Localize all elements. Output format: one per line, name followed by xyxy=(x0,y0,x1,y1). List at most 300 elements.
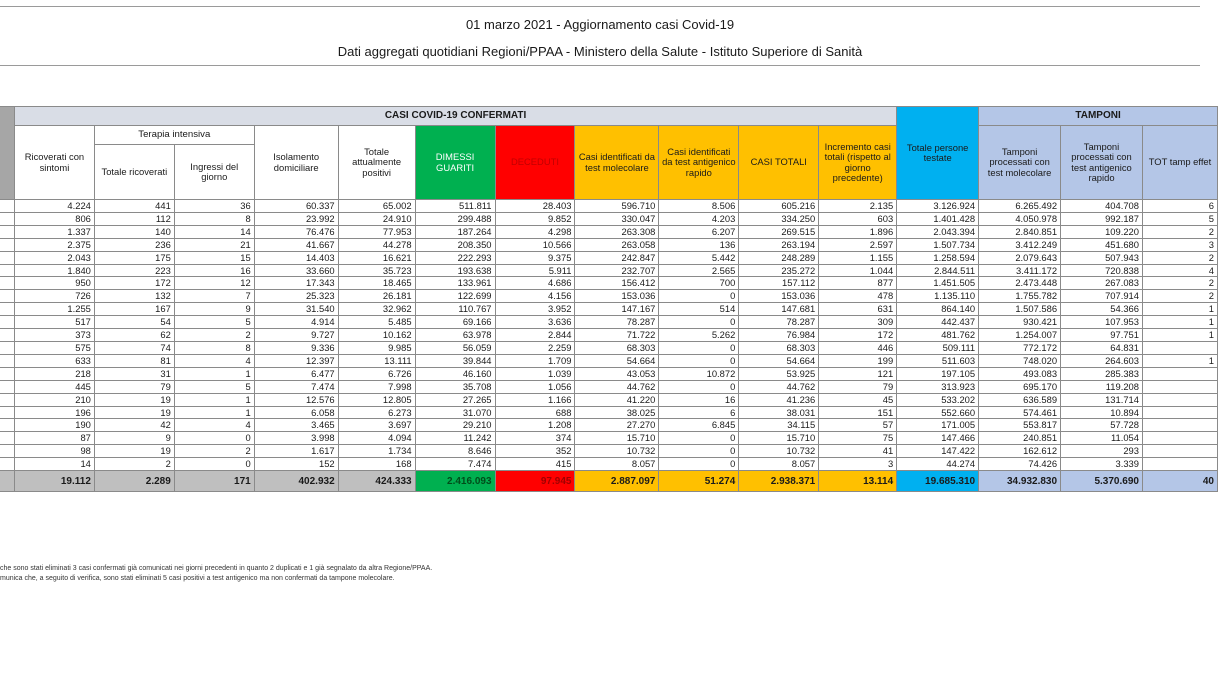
table-cell: 54 xyxy=(94,316,174,329)
table-cell: 172 xyxy=(94,277,174,290)
table-cell: 3.339 xyxy=(1061,458,1143,471)
table-cell: 222.293 xyxy=(415,251,495,264)
table-cell: 3.411.172 xyxy=(979,264,1061,277)
table-cell: 5.485 xyxy=(338,316,415,329)
table-cell: 62 xyxy=(94,329,174,342)
table-cell: 12 xyxy=(174,277,254,290)
region-column-header xyxy=(0,107,14,200)
total-cell: 402.932 xyxy=(254,471,338,492)
table-cell: 864.140 xyxy=(897,303,979,316)
total-cell: 424.333 xyxy=(338,471,415,492)
table-cell: 19 xyxy=(94,445,174,458)
region-cell xyxy=(0,354,14,367)
table-row xyxy=(0,432,1218,445)
table-cell: 3.126.924 xyxy=(897,200,979,213)
table-cell: 352 xyxy=(495,445,575,458)
table-cell: 45 xyxy=(819,393,897,406)
table-cell: 1 xyxy=(174,367,254,380)
col-header-tamponi-antigenico: Tamponi processati con test antigenico rapido xyxy=(1061,126,1143,200)
table-cell: 196 xyxy=(14,406,94,419)
table-cell: 1.039 xyxy=(495,367,575,380)
region-cell xyxy=(0,380,14,393)
table-cell: 4 xyxy=(174,419,254,432)
table-cell: 35.708 xyxy=(415,380,495,393)
table-cell: 17.343 xyxy=(254,277,338,290)
table-cell: 193.638 xyxy=(415,264,495,277)
table-cell: 147.466 xyxy=(897,432,979,445)
table-cell: 374 xyxy=(495,432,575,445)
table-cell xyxy=(1142,341,1217,354)
table-cell: 10.732 xyxy=(575,445,659,458)
table-cell: 688 xyxy=(495,406,575,419)
table-cell: 1 xyxy=(174,393,254,406)
table-cell: 147.422 xyxy=(897,445,979,458)
table-cell: 5.442 xyxy=(659,251,739,264)
table-row xyxy=(0,341,1218,354)
table-cell: 263.194 xyxy=(739,238,819,251)
table-cell: 507.943 xyxy=(1061,251,1143,264)
table-row xyxy=(0,212,1218,225)
table-cell: 1.840 xyxy=(14,264,94,277)
table-cell: 44.274 xyxy=(897,458,979,471)
table-cell: 31.540 xyxy=(254,303,338,316)
table-cell: 248.289 xyxy=(739,251,819,264)
table-cell: 57 xyxy=(819,419,897,432)
table-cell: 0 xyxy=(659,316,739,329)
table-cell: 131.714 xyxy=(1061,393,1143,406)
table-cell: 10.894 xyxy=(1061,406,1143,419)
table-cell: 133.961 xyxy=(415,277,495,290)
table-cell: 1.258.594 xyxy=(897,251,979,264)
table-cell: 3.465 xyxy=(254,419,338,432)
table-cell: 71.722 xyxy=(575,329,659,342)
table-cell xyxy=(1142,367,1217,380)
table-cell: 8.506 xyxy=(659,200,739,213)
table-cell: 5.262 xyxy=(659,329,739,342)
table-cell: 8.057 xyxy=(575,458,659,471)
table-cell: 8 xyxy=(174,341,254,354)
table-cell: 0 xyxy=(659,354,739,367)
total-cell: 19.685.310 xyxy=(897,471,979,492)
table-cell: 0 xyxy=(659,290,739,303)
table-cell: 1 xyxy=(1142,316,1217,329)
table-cell: 107.953 xyxy=(1061,316,1143,329)
col-header-incremento: Incremento casi totali (rispetto al giorno precedente) xyxy=(819,126,897,200)
tamponi-banner: TAMPONI xyxy=(979,107,1218,126)
table-cell: 63.978 xyxy=(415,329,495,342)
table-cell: 41.236 xyxy=(739,393,819,406)
table-row xyxy=(0,406,1218,419)
table-cell: 517 xyxy=(14,316,94,329)
table-cell: 167 xyxy=(94,303,174,316)
table-cell: 0 xyxy=(174,458,254,471)
col-header-antigenico: Casi identificati da test antigenico rapido xyxy=(659,126,739,200)
table-cell: 511.811 xyxy=(415,200,495,213)
table-row xyxy=(0,380,1218,393)
table-cell: 10.732 xyxy=(739,445,819,458)
table-row xyxy=(0,419,1218,432)
table-cell: 46.160 xyxy=(415,367,495,380)
table-cell: 575 xyxy=(14,341,94,354)
table-cell: 2.844 xyxy=(495,329,575,342)
col-header-deceduti: DECEDUTI xyxy=(495,126,575,200)
table-cell xyxy=(1142,432,1217,445)
report-title: 01 marzo 2021 - Aggiornamento casi Covid-19 xyxy=(465,17,735,32)
table-cell: 26.181 xyxy=(338,290,415,303)
region-cell xyxy=(0,393,14,406)
table-row xyxy=(0,200,1218,213)
table-cell: 35.723 xyxy=(338,264,415,277)
table-row xyxy=(0,238,1218,251)
table-cell: 153.036 xyxy=(739,290,819,303)
table-cell: 122.699 xyxy=(415,290,495,303)
table-cell: 28.403 xyxy=(495,200,575,213)
table-row xyxy=(0,393,1218,406)
col-header-positivi: Totale attualmente positivi xyxy=(338,126,415,200)
table-cell: 636.589 xyxy=(979,393,1061,406)
table-cell: 772.172 xyxy=(979,341,1061,354)
table-row xyxy=(0,225,1218,238)
table-cell: 14 xyxy=(14,458,94,471)
table-cell: 136 xyxy=(659,238,739,251)
total-cell: 51.274 xyxy=(659,471,739,492)
table-cell: 199 xyxy=(819,354,897,367)
table-cell: 7 xyxy=(174,290,254,303)
table-cell: 9.985 xyxy=(338,341,415,354)
table-cell: 13.111 xyxy=(338,354,415,367)
table-cell: 190 xyxy=(14,419,94,432)
table-cell: 0 xyxy=(659,432,739,445)
table-cell: 2.597 xyxy=(819,238,897,251)
table-cell: 6.265.492 xyxy=(979,200,1061,213)
col-header-tamponi-totali: TOT tamp effet xyxy=(1142,126,1217,200)
table-cell: 81 xyxy=(94,354,174,367)
table-cell: 15 xyxy=(174,251,254,264)
table-cell: 242.847 xyxy=(575,251,659,264)
table-cell: 373 xyxy=(14,329,94,342)
table-cell: 75 xyxy=(819,432,897,445)
table-cell: 12.805 xyxy=(338,393,415,406)
table-cell: 707.914 xyxy=(1061,290,1143,303)
table-cell: 2.565 xyxy=(659,264,739,277)
table-cell: 748.020 xyxy=(979,354,1061,367)
table-cell: 132 xyxy=(94,290,174,303)
table-cell: 511.603 xyxy=(897,354,979,367)
table-cell: 54.366 xyxy=(1061,303,1143,316)
table-cell: 223 xyxy=(94,264,174,277)
table-cell: 6.273 xyxy=(338,406,415,419)
table-body xyxy=(0,200,1218,471)
table-cell: 151 xyxy=(819,406,897,419)
table-cell: 2.079.643 xyxy=(979,251,1061,264)
table-cell: 2.375 xyxy=(14,238,94,251)
region-cell xyxy=(0,316,14,329)
table-cell: 8.057 xyxy=(739,458,819,471)
footnote-1: che sono stati eliminati 3 casi confermati già comunicati nei giorni precedenti in quanto 2 duplicati e 1 già segnalato da altra Regione/PPAA. xyxy=(0,565,433,572)
table-cell: 10.162 xyxy=(338,329,415,342)
table-cell xyxy=(1142,419,1217,432)
table-cell: 4 xyxy=(174,354,254,367)
region-cell xyxy=(0,341,14,354)
table-cell: 2.043 xyxy=(14,251,94,264)
region-cell xyxy=(0,432,14,445)
table-cell: 38.025 xyxy=(575,406,659,419)
table-cell: 147.167 xyxy=(575,303,659,316)
table-cell: 68.303 xyxy=(739,341,819,354)
table-cell: 39.844 xyxy=(415,354,495,367)
table-cell: 9.375 xyxy=(495,251,575,264)
table-cell: 9.852 xyxy=(495,212,575,225)
table-row xyxy=(0,445,1218,458)
table-cell: 33.660 xyxy=(254,264,338,277)
table-cell: 4.050.978 xyxy=(979,212,1061,225)
table-cell: 992.187 xyxy=(1061,212,1143,225)
totals-label-cell xyxy=(0,471,14,492)
table-cell: 6.058 xyxy=(254,406,338,419)
table-cell: 0 xyxy=(659,341,739,354)
casi-confermati-banner: CASI COVID-19 CONFERMATI xyxy=(14,107,896,126)
table-cell: 156.412 xyxy=(575,277,659,290)
table-cell: 9.727 xyxy=(254,329,338,342)
table-cell: 24.910 xyxy=(338,212,415,225)
table-cell: 53.925 xyxy=(739,367,819,380)
table-cell: 11.242 xyxy=(415,432,495,445)
table-cell: 187.264 xyxy=(415,225,495,238)
table-cell: 481.762 xyxy=(897,329,979,342)
table-cell: 44.278 xyxy=(338,238,415,251)
table-cell: 1.617 xyxy=(254,445,338,458)
table-cell: 309 xyxy=(819,316,897,329)
table-cell xyxy=(1142,380,1217,393)
table-cell: 2.043.394 xyxy=(897,225,979,238)
table-cell: 78.287 xyxy=(739,316,819,329)
table-cell: 153.036 xyxy=(575,290,659,303)
table-cell: 23.992 xyxy=(254,212,338,225)
table-cell: 3.952 xyxy=(495,303,575,316)
total-cell: 5.370.690 xyxy=(1061,471,1143,492)
table-row xyxy=(0,367,1218,380)
table-cell: 2 xyxy=(1142,251,1217,264)
table-cell: 446 xyxy=(819,341,897,354)
table-cell: 235.272 xyxy=(739,264,819,277)
table-cell: 2.840.851 xyxy=(979,225,1061,238)
table-cell: 121 xyxy=(819,367,897,380)
table-cell: 9 xyxy=(174,303,254,316)
region-cell xyxy=(0,303,14,316)
table-cell: 31.070 xyxy=(415,406,495,419)
table-cell: 31 xyxy=(94,367,174,380)
table-cell xyxy=(1142,458,1217,471)
table-cell: 574.461 xyxy=(979,406,1061,419)
table-cell: 197.105 xyxy=(897,367,979,380)
table-cell: 6.845 xyxy=(659,419,739,432)
table-cell: 77.953 xyxy=(338,225,415,238)
table-cell: 6 xyxy=(659,406,739,419)
region-cell xyxy=(0,445,14,458)
total-cell: 40 xyxy=(1142,471,1217,492)
table-cell: 334.250 xyxy=(739,212,819,225)
table-cell: 4.686 xyxy=(495,277,575,290)
table-row xyxy=(0,290,1218,303)
table-cell: 3 xyxy=(819,458,897,471)
table-cell: 605.216 xyxy=(739,200,819,213)
report-subtitle: Dati aggregati quotidiani Regioni/PPAA - Ministero della Salute - Istituto Superiore di Sanità xyxy=(337,44,863,59)
region-cell xyxy=(0,290,14,303)
table-cell: 140 xyxy=(94,225,174,238)
table-row xyxy=(0,251,1218,264)
table-cell: 1.507.734 xyxy=(897,238,979,251)
table-cell: 299.488 xyxy=(415,212,495,225)
table-cell: 68.303 xyxy=(575,341,659,354)
table-cell: 5 xyxy=(174,316,254,329)
table-cell: 27.270 xyxy=(575,419,659,432)
table-cell: 7.998 xyxy=(338,380,415,393)
table-cell: 14.403 xyxy=(254,251,338,264)
table-row xyxy=(0,264,1218,277)
table-cell: 147.681 xyxy=(739,303,819,316)
table-cell: 930.421 xyxy=(979,316,1061,329)
table-cell: 0 xyxy=(174,432,254,445)
table-cell: 0 xyxy=(659,458,739,471)
table-cell: 5 xyxy=(174,380,254,393)
region-cell xyxy=(0,406,14,419)
table-cell: 171.005 xyxy=(897,419,979,432)
table-cell: 1.755.782 xyxy=(979,290,1061,303)
region-cell xyxy=(0,367,14,380)
table-cell: 2.844.511 xyxy=(897,264,979,277)
table-cell: 1.135.110 xyxy=(897,290,979,303)
table-cell: 6 xyxy=(1142,200,1217,213)
table-cell: 240.851 xyxy=(979,432,1061,445)
report-header xyxy=(0,6,1200,66)
table-cell: 726 xyxy=(14,290,94,303)
table-cell: 36 xyxy=(174,200,254,213)
table-cell: 4.094 xyxy=(338,432,415,445)
table-cell: 97.751 xyxy=(1061,329,1143,342)
table-cell: 4.224 xyxy=(14,200,94,213)
table-cell: 1.166 xyxy=(495,393,575,406)
table-cell: 9 xyxy=(94,432,174,445)
table-cell: 98 xyxy=(14,445,94,458)
table-cell: 15.710 xyxy=(739,432,819,445)
table-cell: 1.155 xyxy=(819,251,897,264)
table-cell: 5 xyxy=(1142,212,1217,225)
table-cell: 69.166 xyxy=(415,316,495,329)
table-cell: 533.202 xyxy=(897,393,979,406)
table-cell: 1 xyxy=(1142,329,1217,342)
table-cell: 76.984 xyxy=(739,329,819,342)
terapia-intensiva-group-header: Terapia intensiva xyxy=(94,126,254,145)
table-cell: 313.923 xyxy=(897,380,979,393)
table-cell: 109.220 xyxy=(1061,225,1143,238)
table-cell: 3.998 xyxy=(254,432,338,445)
col-header-persone-testate: Totale persone testate xyxy=(897,107,979,200)
table-cell: 1.401.428 xyxy=(897,212,979,225)
table-cell: 603 xyxy=(819,212,897,225)
table-cell: 60.337 xyxy=(254,200,338,213)
table-cell: 172 xyxy=(819,329,897,342)
col-header-ti-ingressi: Ingressi del giorno xyxy=(174,145,254,200)
table-cell: 6.207 xyxy=(659,225,739,238)
total-cell: 2.289 xyxy=(94,471,174,492)
region-cell xyxy=(0,419,14,432)
table-cell: 514 xyxy=(659,303,739,316)
table-cell: 29.210 xyxy=(415,419,495,432)
table-cell: 112 xyxy=(94,212,174,225)
table-cell: 633 xyxy=(14,354,94,367)
table-cell: 1.507.586 xyxy=(979,303,1061,316)
table-cell: 553.817 xyxy=(979,419,1061,432)
table-cell: 162.612 xyxy=(979,445,1061,458)
table-cell: 41 xyxy=(819,445,897,458)
table-cell: 34.115 xyxy=(739,419,819,432)
table-cell: 78.287 xyxy=(575,316,659,329)
table-cell: 4.156 xyxy=(495,290,575,303)
table-cell: 4 xyxy=(1142,264,1217,277)
col-header-isolamento: Isolamento domiciliare xyxy=(254,126,338,200)
table-cell: 2.135 xyxy=(819,200,897,213)
table-cell: 264.603 xyxy=(1061,354,1143,367)
col-header-molecolare: Casi identificati da test molecolare xyxy=(575,126,659,200)
table-cell: 4.203 xyxy=(659,212,739,225)
table-cell: 2 xyxy=(94,458,174,471)
table-cell: 8.646 xyxy=(415,445,495,458)
table-cell: 1.734 xyxy=(338,445,415,458)
table-cell: 76.476 xyxy=(254,225,338,238)
table-cell: 54.664 xyxy=(739,354,819,367)
table-cell: 57.728 xyxy=(1061,419,1143,432)
table-cell: 43.053 xyxy=(575,367,659,380)
table-cell: 263.308 xyxy=(575,225,659,238)
table-cell: 3.697 xyxy=(338,419,415,432)
table-cell: 210 xyxy=(14,393,94,406)
table-cell: 695.170 xyxy=(979,380,1061,393)
table-cell: 552.660 xyxy=(897,406,979,419)
table-row xyxy=(0,458,1218,471)
table-cell: 25.323 xyxy=(254,290,338,303)
region-cell xyxy=(0,212,14,225)
table-cell: 700 xyxy=(659,277,739,290)
table-cell: 1 xyxy=(174,406,254,419)
table-cell: 79 xyxy=(94,380,174,393)
table-cell: 38.031 xyxy=(739,406,819,419)
table-row xyxy=(0,303,1218,316)
table-row xyxy=(0,329,1218,342)
table-cell xyxy=(1142,393,1217,406)
table-cell: 1.337 xyxy=(14,225,94,238)
table-cell: 877 xyxy=(819,277,897,290)
table-cell: 1 xyxy=(1142,354,1217,367)
table-cell: 10.872 xyxy=(659,367,739,380)
table-cell: 87 xyxy=(14,432,94,445)
table-cell: 806 xyxy=(14,212,94,225)
covid-data-table xyxy=(0,106,1218,492)
region-cell xyxy=(0,277,14,290)
footnote-2: munica che, a seguito di verifica, sono stati eliminati 5 casi positivi a test antigenico ma non confermati da tampone molecolare. xyxy=(0,575,395,582)
table-cell: 14 xyxy=(174,225,254,238)
table-cell: 5.911 xyxy=(495,264,575,277)
table-cell: 19 xyxy=(94,406,174,419)
table-cell: 4.298 xyxy=(495,225,575,238)
table-cell: 175 xyxy=(94,251,174,264)
region-cell xyxy=(0,251,14,264)
total-cell: 2.887.097 xyxy=(575,471,659,492)
table-row xyxy=(0,277,1218,290)
region-cell xyxy=(0,200,14,213)
table-cell: 110.767 xyxy=(415,303,495,316)
table-cell xyxy=(1142,406,1217,419)
table-cell: 10.566 xyxy=(495,238,575,251)
